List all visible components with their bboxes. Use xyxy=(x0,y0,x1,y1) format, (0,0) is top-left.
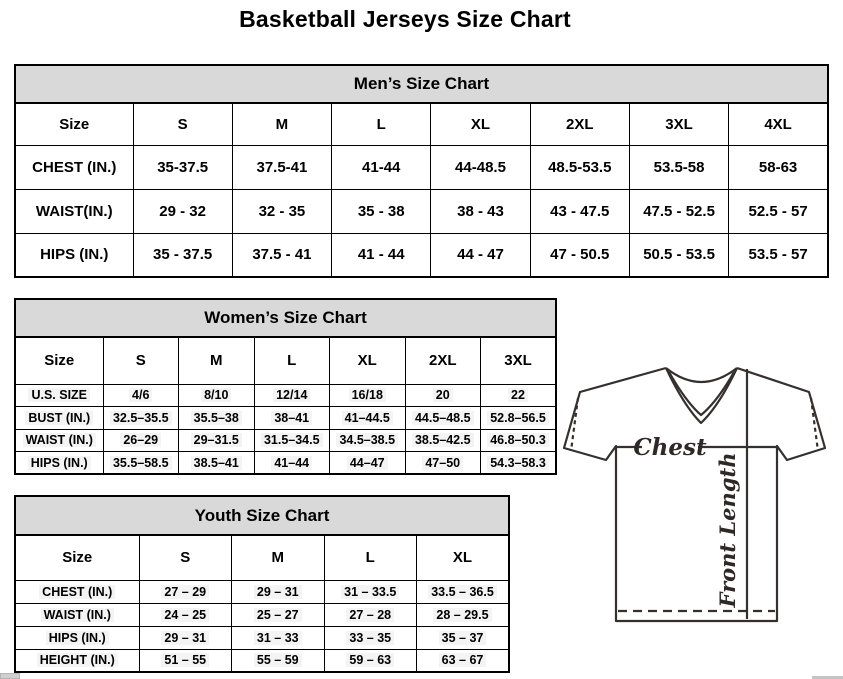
women-u-s-size-m xyxy=(179,384,255,407)
men-col-l xyxy=(332,103,431,145)
men-hips-in-m-text: 37.5 - 41 xyxy=(252,246,312,264)
women-col-2xl xyxy=(405,337,481,384)
men-col-m-text: M xyxy=(275,115,289,133)
women-row-label-hips-in-text: HIPS (IN.) xyxy=(28,456,91,470)
women-u-s-size-l xyxy=(254,384,330,407)
jersey-icon xyxy=(562,360,830,628)
men-hips-in-m xyxy=(232,233,331,277)
men-row-label-hips-in-text: HIPS (IN.) xyxy=(40,246,109,264)
men-hips-in-3xl xyxy=(629,233,728,277)
youth-height-in-s xyxy=(139,649,232,672)
youth-waist-in-s xyxy=(139,603,232,626)
women-row-label-bust-in-text: BUST (IN.) xyxy=(25,411,93,425)
women-u-s-size-s-text: 4/6 xyxy=(129,388,152,402)
men-row-label-chest-in xyxy=(15,145,133,189)
women-bust-in-xl xyxy=(330,407,406,430)
women-waist-in-s xyxy=(103,429,179,452)
youth-size-header-row xyxy=(15,535,509,580)
women-bust-in-3xl-text: 52.8–56.5 xyxy=(487,411,549,425)
youth-hips-in-m xyxy=(232,626,325,649)
men-hips-in-l xyxy=(332,233,431,277)
youth-row-label-height-in xyxy=(15,649,139,672)
men-chest-in-l xyxy=(332,145,431,189)
men-hips-in-s xyxy=(133,233,232,277)
women-waist-in-l-text: 31.5–34.5 xyxy=(261,433,323,447)
youth-chest-in-s xyxy=(139,580,232,603)
women-waist-in-m xyxy=(179,429,255,452)
men-hips-in-4xl xyxy=(729,233,828,277)
men-hips-in-l-text: 41 - 44 xyxy=(357,246,405,264)
men-waist-in-xl xyxy=(431,189,530,233)
women-u-s-size-2xl xyxy=(405,384,481,407)
men-col-xl xyxy=(431,103,530,145)
men-size-header-row xyxy=(15,103,828,145)
women-waist-in-3xl-text: 46.8–50.3 xyxy=(487,433,549,447)
women-hips-in-xl-text: 44–47 xyxy=(347,456,388,470)
youth-col-size xyxy=(15,535,139,580)
youth-waist-in-m xyxy=(232,603,325,626)
men-chest-in-m xyxy=(232,145,331,189)
women-waist-in-xl xyxy=(330,429,406,452)
women-col-l xyxy=(254,337,330,384)
women-bust-in-3xl xyxy=(481,407,557,430)
youth-hips-in-xl-text: 35 – 37 xyxy=(439,631,487,645)
men-waist-in-m xyxy=(232,189,331,233)
youth-chest-in-m xyxy=(232,580,325,603)
youth-height-in-xl xyxy=(417,649,510,672)
youth-col-m xyxy=(232,535,325,580)
scrollbar-fragment-left xyxy=(0,673,20,679)
women-row-bust-in xyxy=(15,407,556,430)
men-row-label-hips-in xyxy=(15,233,133,277)
men-waist-in-s xyxy=(133,189,232,233)
women-waist-in-xl-text: 34.5–38.5 xyxy=(336,433,398,447)
youth-row-label-hips-in-text: HIPS (IN.) xyxy=(46,631,109,645)
men-row-label-waist-in xyxy=(15,189,133,233)
youth-hips-in-s-text: 29 – 31 xyxy=(161,631,209,645)
women-col-3xl-text: 3XL xyxy=(504,352,532,370)
youth-row-label-hips-in xyxy=(15,626,139,649)
women-bust-in-2xl xyxy=(405,407,481,430)
women-u-s-size-s xyxy=(103,384,179,407)
youth-height-in-l xyxy=(324,649,417,672)
left-cuff-dashed-line xyxy=(571,398,578,451)
women-u-s-size-3xl xyxy=(481,384,557,407)
men-chest-in-xl xyxy=(431,145,530,189)
youth-size-table xyxy=(14,534,510,673)
women-hips-in-m xyxy=(179,452,255,475)
women-u-s-size-m-text: 8/10 xyxy=(201,388,231,402)
women-hips-in-l-text: 41–44 xyxy=(271,456,312,470)
men-chest-in-2xl xyxy=(530,145,629,189)
youth-waist-in-l-text: 27 – 28 xyxy=(346,608,394,622)
women-waist-in-2xl-text: 38.5–42.5 xyxy=(412,433,474,447)
women-row-label-bust-in xyxy=(15,407,103,430)
men-col-size xyxy=(15,103,133,145)
women-u-s-size-l-text: 12/14 xyxy=(273,388,310,402)
men-waist-in-4xl xyxy=(729,189,828,233)
youth-row-label-chest-in-text: CHEST (IN.) xyxy=(39,585,115,599)
youth-height-in-xl-text: 63 – 67 xyxy=(439,653,487,667)
women-hips-in-xl xyxy=(330,452,406,475)
women-col-3xl xyxy=(481,337,557,384)
women-row-label-waist-in-text: WAIST (IN.) xyxy=(23,433,96,447)
men-hips-in-xl xyxy=(431,233,530,277)
youth-chest-in-s-text: 27 – 29 xyxy=(161,585,209,599)
men-col-m xyxy=(232,103,331,145)
youth-height-in-m xyxy=(232,649,325,672)
women-u-s-size-xl xyxy=(330,384,406,407)
women-bust-in-m xyxy=(179,407,255,430)
youth-chest-in-m-text: 29 – 31 xyxy=(254,585,302,599)
women-col-size xyxy=(15,337,103,384)
men-waist-in-3xl xyxy=(629,189,728,233)
men-col-s xyxy=(133,103,232,145)
women-hips-in-m-text: 38.5–41 xyxy=(191,456,242,470)
men-col-l-text: L xyxy=(376,115,386,133)
youth-chest-in-l-text: 31 – 33.5 xyxy=(341,585,399,599)
women-hips-in-s-text: 35.5–58.5 xyxy=(110,456,172,470)
youth-chest-in-xl-text: 33.5 – 36.5 xyxy=(428,585,497,599)
women-col-l-text: L xyxy=(287,352,297,370)
women-col-s xyxy=(103,337,179,384)
women-waist-in-2xl xyxy=(405,429,481,452)
men-row-label-waist-in-text: WAIST(IN.) xyxy=(35,202,113,220)
men-col-s-text: S xyxy=(177,115,188,133)
chest-label: Chest xyxy=(633,434,707,461)
men-chest-in-3xl-text: 53.5-58 xyxy=(653,158,705,176)
men-hips-in-2xl-text: 47 - 50.5 xyxy=(550,246,610,264)
men-waist-in-3xl-text: 47.5 - 52.5 xyxy=(643,202,715,220)
men-row-hips-in xyxy=(15,233,828,277)
men-waist-in-2xl-text: 43 - 47.5 xyxy=(550,202,610,220)
mens-size-chart xyxy=(14,64,829,278)
youth-row-hips-in xyxy=(15,626,509,649)
women-bust-in-l xyxy=(254,407,330,430)
mens-size-table xyxy=(14,102,829,278)
men-hips-in-3xl-text: 50.5 - 53.5 xyxy=(643,246,715,264)
men-row-chest-in xyxy=(15,145,828,189)
youth-chest-in-xl xyxy=(417,580,510,603)
youth-row-label-height-in-text: HEIGHT (IN.) xyxy=(37,653,118,667)
women-hips-in-3xl xyxy=(481,452,557,475)
youth-hips-in-l xyxy=(324,626,417,649)
women-bust-in-xl-text: 41–44.5 xyxy=(342,411,393,425)
women-hips-in-2xl-text: 47–50 xyxy=(422,456,463,470)
youth-waist-in-xl xyxy=(417,603,510,626)
women-u-s-size-xl-text: 16/18 xyxy=(349,388,386,402)
men-row-label-chest-in-text: CHEST (IN.) xyxy=(32,158,117,176)
men-waist-in-xl-text: 38 - 43 xyxy=(457,202,504,220)
women-bust-in-s-text: 32.5–35.5 xyxy=(110,411,172,425)
youth-row-label-chest-in xyxy=(15,580,139,603)
youth-row-waist-in xyxy=(15,603,509,626)
womens-size-table xyxy=(14,336,557,475)
youth-waist-in-l xyxy=(324,603,417,626)
youth-col-s xyxy=(139,535,232,580)
page-title: Basketball Jerseys Size Chart xyxy=(239,6,571,32)
men-chest-in-m-text: 37.5-41 xyxy=(256,158,308,176)
women-u-s-size-3xl-text: 22 xyxy=(508,388,528,402)
youth-row-label-waist-in xyxy=(15,603,139,626)
youth-size-chart-title: Youth Size Chart xyxy=(14,495,510,534)
youth-col-s-text: S xyxy=(180,549,191,567)
women-row-u-s-size xyxy=(15,384,556,407)
men-waist-in-4xl-text: 52.5 - 57 xyxy=(748,202,808,220)
youth-height-in-s-text: 51 – 55 xyxy=(161,653,209,667)
men-col-2xl-text: 2XL xyxy=(566,115,594,133)
women-bust-in-l-text: 38–41 xyxy=(271,411,312,425)
youth-col-m-text: M xyxy=(271,549,284,567)
front-length-label: Front Length xyxy=(715,452,740,608)
men-waist-in-l-text: 35 - 38 xyxy=(357,202,405,220)
youth-chest-in-l xyxy=(324,580,417,603)
right-cuff-dashed-line xyxy=(811,398,818,451)
men-col-4xl xyxy=(729,103,828,145)
women-waist-in-l xyxy=(254,429,330,452)
men-waist-in-2xl xyxy=(530,189,629,233)
men-col-4xl-text: 4XL xyxy=(764,115,792,133)
youth-hips-in-l-text: 33 – 35 xyxy=(346,631,394,645)
women-waist-in-3xl xyxy=(481,429,557,452)
women-row-label-hips-in xyxy=(15,452,103,475)
mens-size-chart-title: Men’s Size Chart xyxy=(14,64,829,102)
men-row-waist-in xyxy=(15,189,828,233)
youth-hips-in-m-text: 31 – 33 xyxy=(254,631,302,645)
women-size-header-row xyxy=(15,337,556,384)
youth-size-chart xyxy=(14,495,510,673)
women-bust-in-m-text: 35.5–38 xyxy=(191,411,242,425)
youth-hips-in-s xyxy=(139,626,232,649)
men-chest-in-4xl-text: 58-63 xyxy=(758,158,798,176)
men-hips-in-4xl-text: 53.5 - 57 xyxy=(748,246,808,264)
men-chest-in-xl-text: 44-48.5 xyxy=(455,158,506,176)
women-row-label-u-s-size xyxy=(15,384,103,407)
youth-hips-in-xl xyxy=(417,626,510,649)
men-col-size-text: Size xyxy=(59,115,90,133)
men-chest-in-4xl xyxy=(729,145,828,189)
women-col-xl-text: XL xyxy=(357,352,377,370)
women-col-2xl-text: 2XL xyxy=(428,352,457,370)
youth-height-in-l-text: 59 – 63 xyxy=(346,653,394,667)
women-waist-in-s-text: 26–29 xyxy=(120,433,161,447)
women-col-size-text: Size xyxy=(44,352,75,370)
men-col-xl-text: XL xyxy=(470,115,491,133)
women-row-label-waist-in xyxy=(15,429,103,452)
women-hips-in-l xyxy=(254,452,330,475)
men-hips-in-xl-text: 44 - 47 xyxy=(457,246,504,264)
youth-row-chest-in xyxy=(15,580,509,603)
youth-col-xl-text: XL xyxy=(452,549,473,567)
men-chest-in-l-text: 41-44 xyxy=(362,158,401,176)
women-row-hips-in xyxy=(15,452,556,475)
men-col-3xl-text: 3XL xyxy=(665,115,693,133)
men-waist-in-l xyxy=(332,189,431,233)
men-chest-in-3xl xyxy=(629,145,728,189)
men-chest-in-s-text: 35-37.5 xyxy=(157,158,209,176)
jersey-collar-band-outer xyxy=(666,368,737,382)
women-hips-in-3xl-text: 54.3–58.3 xyxy=(487,456,549,470)
youth-waist-in-m-text: 25 – 27 xyxy=(254,608,302,622)
men-waist-in-s-text: 29 - 32 xyxy=(159,202,206,220)
youth-height-in-m-text: 55 – 59 xyxy=(254,653,302,667)
youth-waist-in-s-text: 24 – 25 xyxy=(161,608,209,622)
youth-col-l xyxy=(324,535,417,580)
men-waist-in-m-text: 32 - 35 xyxy=(258,202,306,220)
womens-size-chart xyxy=(14,298,557,475)
youth-row-height-in xyxy=(15,649,509,672)
women-u-s-size-2xl-text: 20 xyxy=(433,388,453,402)
men-col-2xl xyxy=(530,103,629,145)
youth-waist-in-xl-text: 28 – 29.5 xyxy=(433,608,491,622)
men-hips-in-2xl xyxy=(530,233,629,277)
jersey-outline xyxy=(564,368,825,621)
women-hips-in-2xl xyxy=(405,452,481,475)
women-waist-in-m-text: 29–31.5 xyxy=(191,433,242,447)
men-chest-in-s xyxy=(133,145,232,189)
men-chest-in-2xl-text: 48.5-53.5 xyxy=(548,158,612,176)
women-col-s-text: S xyxy=(135,352,146,370)
men-col-3xl xyxy=(629,103,728,145)
youth-col-l-text: L xyxy=(365,549,375,567)
women-row-waist-in xyxy=(15,429,556,452)
womens-size-chart-title: Women’s Size Chart xyxy=(14,298,557,336)
youth-col-xl xyxy=(417,535,510,580)
men-hips-in-s-text: 35 - 37.5 xyxy=(153,246,213,264)
jersey-measurement-diagram xyxy=(562,360,830,628)
women-bust-in-s xyxy=(103,407,179,430)
youth-col-size-text: Size xyxy=(62,549,93,567)
women-col-xl xyxy=(330,337,406,384)
youth-row-label-waist-in-text: WAIST (IN.) xyxy=(41,608,114,622)
women-row-label-u-s-size-text: U.S. SIZE xyxy=(28,388,90,402)
women-hips-in-s xyxy=(103,452,179,475)
women-col-m xyxy=(179,337,255,384)
women-bust-in-2xl-text: 44.5–48.5 xyxy=(412,411,474,425)
women-col-m-text: M xyxy=(210,352,223,370)
